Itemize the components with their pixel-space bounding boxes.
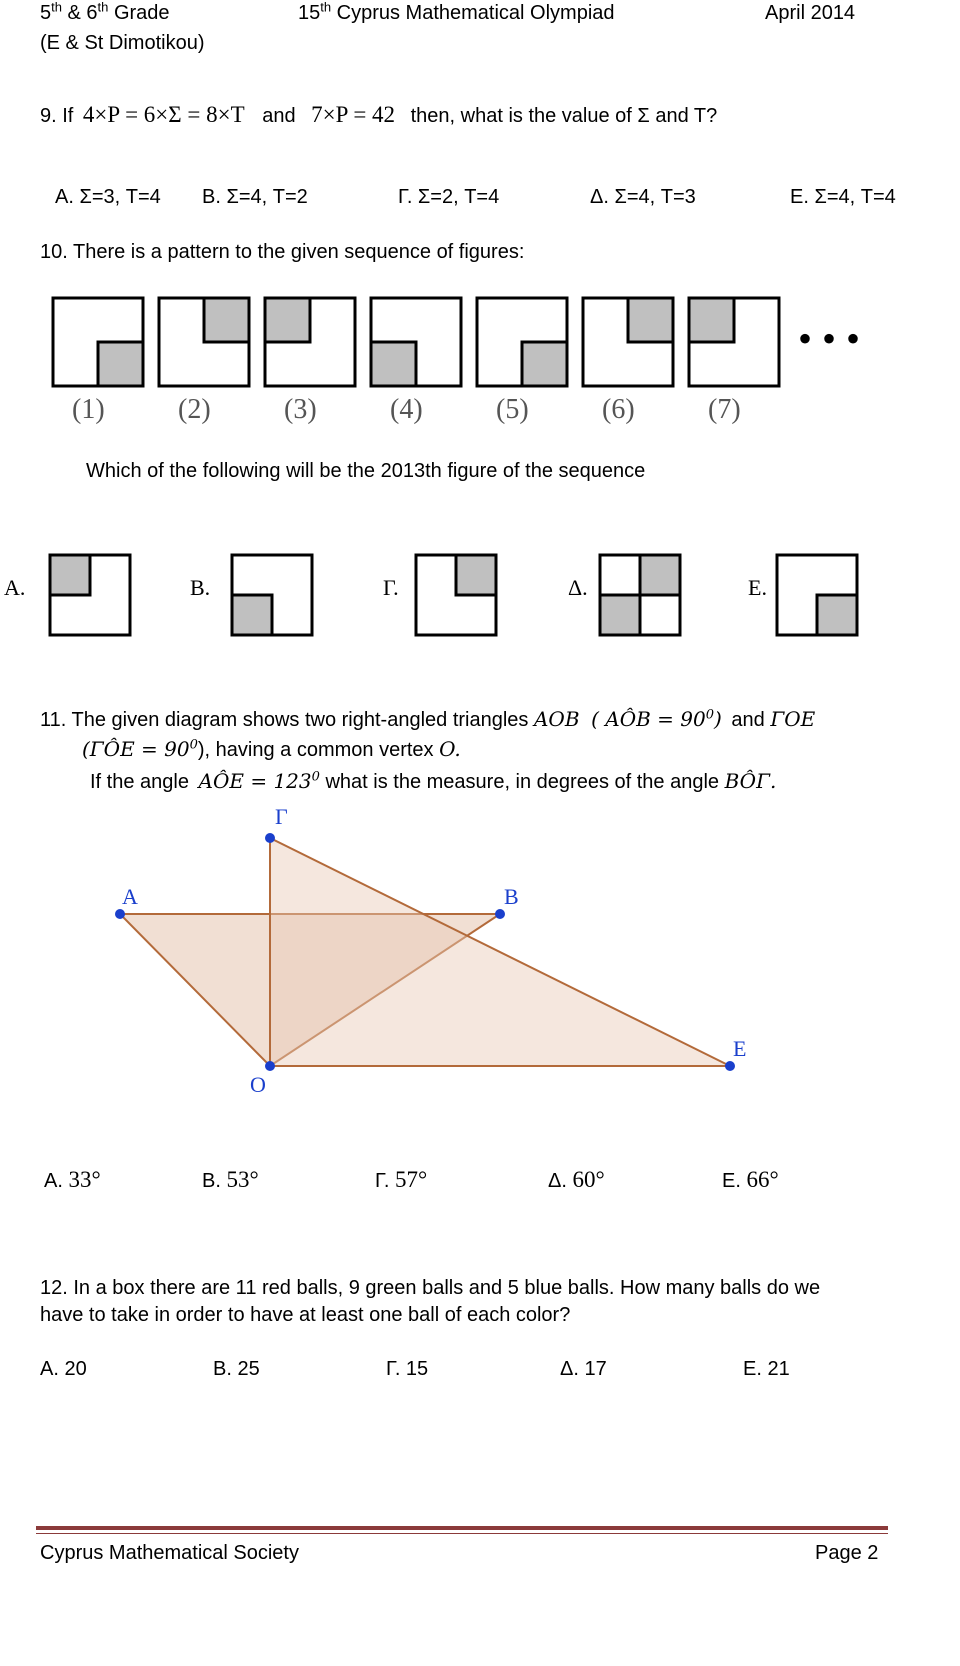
q11-opt-d-value: 60° (572, 1167, 605, 1192)
q11-goe: ΓOE (770, 707, 816, 731)
q10-opt-d-shade-1 (640, 555, 680, 595)
q11-text-1: 11. The given diagram shows two right-angled triangles (40, 709, 529, 731)
q10-opt-c-label: Γ. (383, 575, 399, 600)
q12-option-a: Α. 20 (40, 1358, 87, 1380)
point-o (265, 1061, 275, 1071)
q11-opt-c-letter: Γ. (375, 1170, 390, 1192)
q9-option-c: Γ. Σ=2, T=4 (398, 186, 500, 208)
q9-option-b: Β. Σ=4, T=2 (202, 186, 308, 208)
q11-angle-aoe-sup: 0 (311, 769, 320, 785)
seq-label-5: (5) (496, 394, 529, 425)
seq-shade-5 (522, 342, 567, 386)
q9-suffix: then, what is the value of Σ and T? (410, 105, 718, 127)
q11-option-e (722, 1167, 779, 1193)
label-o: O (250, 1072, 266, 1097)
label-b: B (504, 884, 519, 909)
q11-option-c (375, 1167, 427, 1193)
point-b (495, 909, 505, 919)
seq-shade-3 (265, 298, 310, 342)
q10-opt-c-shade (456, 555, 496, 595)
q10-opt-e-label: Ε. (748, 575, 767, 600)
grade-word: Grade (108, 2, 170, 24)
q12-option-b: Β. 25 (213, 1358, 260, 1380)
q11-angle-bog: BÔΓ. (724, 769, 777, 793)
seq-label-6: (6) (602, 394, 635, 425)
q11-angle-aob-close: ) (714, 707, 722, 731)
triangle-goe (270, 838, 730, 1066)
q11-line-2 (82, 737, 461, 762)
q9-option-e: Ε. Σ=4, T=4 (790, 186, 896, 208)
q9-option-d: Δ. Σ=4, T=3 (590, 186, 696, 208)
header-olympiad (298, 2, 615, 25)
footer-rule (36, 1526, 888, 1530)
q12-question-line-1: 12. In a box there are 11 red balls, 9 green balls and 5 blue balls. How many balls do we (40, 1277, 821, 1299)
q11-opt-c-value: 57° (394, 1167, 428, 1192)
q11-opt-e-value: 66° (746, 1167, 779, 1192)
q10-opt-d-shade-2 (600, 595, 640, 635)
q11-and: and (731, 709, 765, 731)
seq-label-3: (3) (284, 394, 317, 425)
q11-text-2: ), having a common vertex (197, 739, 434, 761)
grade-sup-2: th (97, 0, 109, 15)
q11-opt-b-value: 53° (226, 1167, 259, 1192)
label-e: E (733, 1036, 747, 1061)
q11-option-d (548, 1167, 605, 1193)
q12-option-e: Ε. 21 (743, 1358, 790, 1380)
q10-answer-options (0, 545, 960, 645)
q10-opt-b-shade (232, 595, 272, 635)
footer-rule-thin (36, 1533, 888, 1534)
q11-line-3 (90, 769, 776, 794)
q11-vertex-o: O. (439, 737, 461, 761)
q11-angle-aob-sup: 0 (705, 707, 714, 723)
q10-opt-d-label: Δ. (568, 575, 588, 600)
header-school: (E & St Dimotikou) (40, 32, 205, 54)
label-gamma: Γ (275, 804, 288, 829)
q11-option-b (202, 1167, 259, 1193)
grade-num: 5 (40, 2, 52, 24)
q9-equation-1: 4×P = 6×Σ = 8×T (82, 102, 245, 127)
seq-label-1: (1) (72, 394, 105, 425)
q10-subquestion: Which of the following will be the 2013th figure of the sequence (86, 460, 646, 482)
q11-aob: AOB (533, 707, 580, 731)
q11-opt-a-letter: Α. (44, 1170, 63, 1192)
olympiad-title: Cyprus Mathematical Olympiad (331, 2, 615, 24)
q9-prefix: 9. If (40, 105, 74, 127)
q10-opt-e-shade (817, 595, 857, 635)
point-e (725, 1061, 735, 1071)
q11-text-4: what is the measure, in degrees of the angle (325, 771, 720, 793)
seq-shade-1 (98, 342, 143, 386)
q10-opt-a-shade (50, 555, 90, 595)
seq-label-7: (7) (708, 394, 741, 425)
label-a: A (122, 884, 138, 909)
seq-label-2: (2) (178, 394, 211, 425)
header-grade (40, 2, 170, 25)
q11-opt-d-letter: Δ. (548, 1170, 567, 1192)
q11-opt-e-letter: Ε. (722, 1170, 741, 1192)
q11-angle-goe-sup: 0 (189, 737, 198, 753)
q11-angle-goe (82, 737, 198, 761)
footer-society: Cyprus Mathematical Society (40, 1542, 299, 1564)
q10-sequence-figure (0, 290, 960, 430)
q11-angle-aob-value: ( AÔB = 90 (591, 707, 706, 731)
q11-option-a (44, 1167, 101, 1193)
q11-angle-aob (591, 707, 722, 731)
olympiad-sup: th (320, 0, 332, 15)
q9-and: and (262, 105, 296, 127)
q9-option-a: Α. Σ=3, T=4 (55, 186, 161, 208)
q11-line-1 (40, 707, 815, 732)
seq-label-4: (4) (390, 394, 423, 425)
q9-equation-2: 7×P = 42 (311, 102, 396, 127)
grade-sup: th (51, 0, 62, 15)
q10-question: 10. There is a pattern to the given sequence of figures: (40, 241, 525, 263)
q11-angle-goe-value: (ΓÔE = 90 (82, 737, 190, 761)
q10-opt-b-label: Β. (190, 575, 211, 600)
seq-shade-4 (371, 342, 416, 386)
olympiad-num: 15 (298, 2, 321, 24)
q12-option-c: Γ. 15 (386, 1358, 429, 1380)
grade-amp: & 6 (61, 2, 98, 24)
q11-angle-aoe (199, 769, 320, 793)
point-gamma (265, 833, 275, 843)
q11-triangle-diagram (0, 800, 960, 1100)
q12-question-line-2: have to take in order to have at least one ball of each color? (40, 1304, 571, 1326)
seq-shade-7 (689, 298, 734, 342)
q12-option-d: Δ. 17 (560, 1358, 607, 1380)
point-a (115, 909, 125, 919)
seq-shade-6 (628, 298, 673, 342)
q11-text-3: If the angle (90, 771, 189, 793)
seq-continuation-dots: • • • (798, 316, 861, 361)
q11-angle-aoe-value: AÔE = 123 (198, 769, 312, 793)
seq-shade-2 (204, 298, 249, 342)
q11-opt-b-letter: Β. (202, 1170, 221, 1192)
q11-opt-a-value: 33° (68, 1167, 101, 1192)
q10-opt-a-label: Α. (4, 575, 26, 600)
q9-question (40, 102, 717, 128)
footer-page-number: Page 2 (815, 1542, 879, 1564)
header-date: April 2014 (765, 2, 856, 24)
